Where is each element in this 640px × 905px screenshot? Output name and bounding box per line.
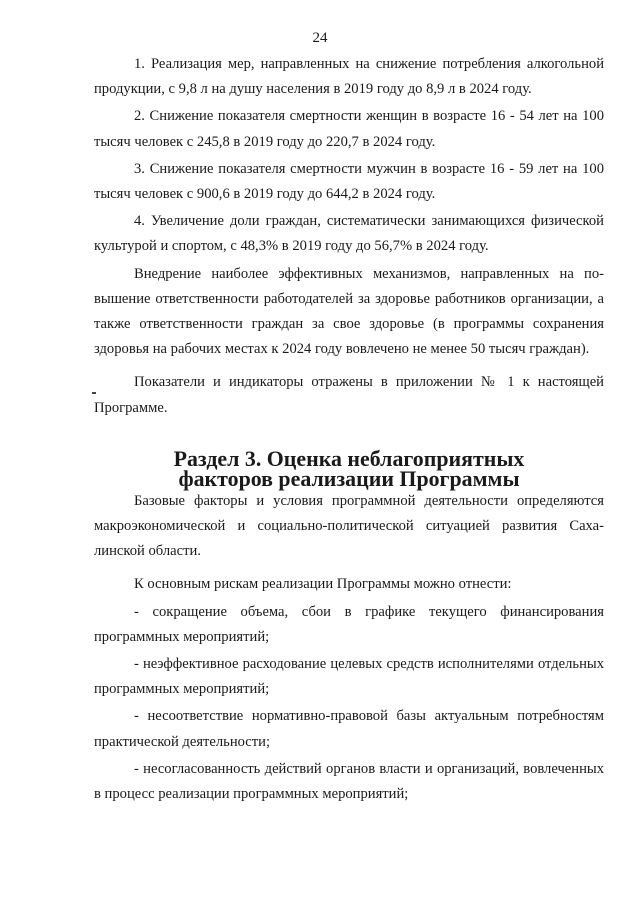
indicators-paragraph: Показатели и индикаторы отражены в приложении № 1 к настоящей Программе. (94, 374, 604, 416)
risk-item-1: - сокращение объема, сбои в графике текущего финансирования программных мероприятий; (94, 603, 604, 645)
section-heading-line-2: факторов реализации Программы (178, 465, 520, 491)
goal-item-4: 4. Увеличение доли граждан, систематически занимающихся физической культурой и спортом, с 48,3% в 2019 году до 56,7% в 2024 году. (94, 213, 604, 255)
goal-item-1: 1. Реализация мер, направленных на снижение потребления алкогольной продукции, с 9,8 л на душу населения в 2019 году до 8,9 л в 2024 году. (94, 56, 604, 98)
goal-item-2: 2. Снижение показателя смертности женщин в возрасте 16 - 54 лет на 100 тысяч человек с 245,8 в 2019 году до 220,7 в 2024 году. (94, 108, 604, 150)
document-body (94, 52, 604, 807)
risk-item-4: - несогласованность действий органов власти и организаций, вовлеченных в процесс реализации программных мероприятий; (94, 760, 604, 803)
risk-item-3: - несоответствие нормативно-правовой базы актуальным потребностям практической деятельности; (94, 708, 604, 750)
risk-item-2: - неэффективное расходование целевых средств исполнителями отдельных программных мероприятий; (94, 656, 604, 698)
page-number: 24 (312, 30, 328, 46)
risks-lead-paragraph: К основным рискам реализации Программы можно отнести: (134, 576, 512, 593)
mechanisms-paragraph: Внедрение наиболее эффективных механизмов, направленных на повышение ответственности работодателей за здоровье работников организации, а также ответственности граждан за свое здоровье (в программы сохранения здоровья на рабочих местах к 2024 году вовлечено не менее 50 тысяч граждан). (94, 265, 604, 358)
goal-item-3: 3. Снижение показателя смертности мужчин в возрасте 16 - 59 лет на 100 тысяч человек с 900,6 в 2019 году до 644,2 в 2024 году. (94, 160, 604, 203)
section-heading (94, 445, 604, 491)
section-intro-paragraph: Базовые факторы и условия программной деятельности определяются макроэкономической и социально-политической ситуацией развития Сахалинской области. (94, 492, 604, 560)
section-heading-line-1: Раздел 3. Оценка неблагоприятных (173, 445, 525, 471)
